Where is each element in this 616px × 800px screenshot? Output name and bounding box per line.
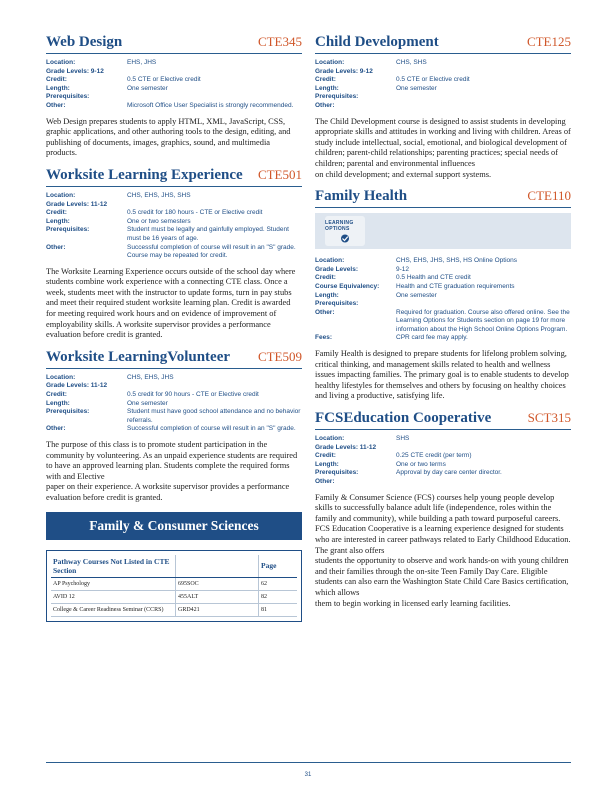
info-row xyxy=(315,266,571,275)
info-label: Other: xyxy=(46,425,66,433)
info-row xyxy=(46,59,302,68)
table-row xyxy=(51,603,297,616)
table-cell-page: 82 xyxy=(259,590,298,603)
info-value: One semester xyxy=(127,84,168,92)
learning-options-label: LEARNING OPTIONS xyxy=(325,219,354,232)
info-value: Student must be legally and gainfully employed. Student must be 16 years of age. xyxy=(127,226,289,242)
info-label: Length: xyxy=(315,291,339,299)
course-description: Family & Consumer Science (FCS) courses help young people develop skills to successfully balance adult life (independence, roles within the family and community), while building a path toward purposeful careers. FCS Education Cooperative is a learning experience designed for students who are interested in career pathways related to Early Childhood Education. The grant also offers students the opportunity to observe and work hands-on with young children and their families through the on-site Teen Family Day Care. Eligible students can also earn the Washington State Child Care Basics certification, which allows them to begin working in licensed early learning facilities. xyxy=(315,492,571,608)
info-value: 0.5 Health and CTE credit xyxy=(396,274,471,282)
info-row xyxy=(46,76,302,85)
info-value: CHS, EHS, JHS, SHS xyxy=(127,191,191,199)
course-heading xyxy=(315,188,571,208)
info-label: Course Equivalency: xyxy=(315,282,380,290)
table-header-row xyxy=(51,555,297,578)
course-heading xyxy=(46,34,302,54)
info-value: Microsoft Office User Specialist is strongly recommended. xyxy=(127,101,294,109)
info-row xyxy=(46,425,302,434)
table-cell-course: AP Psychology xyxy=(51,577,176,590)
info-row xyxy=(46,68,302,77)
info-value: 0.25 CTE credit (per term) xyxy=(396,452,472,460)
info-value: Required for graduation. Course also offered online. See the Learning Options for Students section on page 19 for more information about the High School Online Options Program. xyxy=(396,308,570,333)
course-heading xyxy=(315,410,571,430)
course-code: CTE125 xyxy=(526,34,571,49)
info-value: One or two terms xyxy=(396,460,446,468)
info-row xyxy=(46,85,302,94)
course-description: Web Design prepares students to apply HTML, XML, JavaScript, CSS, graphic applications, and other authoring tools to the design, editing, and publishing of documents, images, graphics, sound, and multimedia products. xyxy=(46,116,291,158)
info-row xyxy=(46,192,302,201)
table-cell-course: AVID 12 xyxy=(51,590,176,603)
info-value xyxy=(396,300,571,309)
table-row xyxy=(51,577,297,590)
pathway-courses-table xyxy=(46,550,302,622)
footer-rule xyxy=(46,762,571,763)
info-row xyxy=(46,226,302,243)
course-code: CTE501 xyxy=(257,166,302,182)
info-value: EHS, JHS xyxy=(127,59,157,66)
course-fcs-education-cooperative xyxy=(315,410,571,609)
info-label: Credit: xyxy=(46,209,67,217)
course-heading xyxy=(46,349,302,369)
course-title: Child Development xyxy=(315,34,439,50)
info-row xyxy=(315,59,571,68)
info-label: Grade Levels: 11-12 xyxy=(315,443,377,451)
info-row xyxy=(315,93,571,102)
info-row xyxy=(46,102,302,111)
info-value: 0.5 credit for 90 hours - CTE or Elective credit xyxy=(127,391,259,399)
info-row xyxy=(315,68,571,77)
info-value: One semester xyxy=(396,84,437,92)
info-label: Grade Levels: xyxy=(315,265,358,273)
table-header-page: Page xyxy=(259,555,298,578)
section-banner: Family & Consumer Sciences xyxy=(46,512,302,540)
info-label: Credit: xyxy=(315,76,336,84)
info-row xyxy=(46,374,302,383)
info-label: Credit: xyxy=(46,391,67,399)
table-row xyxy=(51,590,297,603)
info-label: Credit: xyxy=(315,274,336,282)
info-row xyxy=(46,201,302,210)
course-description: The Child Development course is designed to assist students in developing appropriate skills and attitudes in working and living with children. Areas of study include intellectual, social, emotional, and biological development of children; parent-child relationships; parenting practices; special needs of children; parental and environmental influences on child development; and external support systems. xyxy=(315,116,571,179)
info-row xyxy=(315,461,571,470)
info-value: 9-12 xyxy=(396,265,410,273)
table-header-course: Pathway Courses Not Listed in CTE Section xyxy=(51,555,176,578)
info-label: Location: xyxy=(46,191,76,199)
info-label: Other: xyxy=(315,101,335,109)
info-label: Prerequisites: xyxy=(46,93,90,101)
info-row xyxy=(315,102,571,111)
table-cell-code: GRD421 xyxy=(176,603,259,616)
info-row xyxy=(315,283,571,292)
course-info xyxy=(315,435,571,487)
info-label: Length: xyxy=(46,217,70,225)
info-value: 0.5 CTE or Elective credit xyxy=(396,76,470,84)
course-code: CTE110 xyxy=(527,188,571,204)
info-row xyxy=(46,218,302,227)
course-title: Web Design xyxy=(46,34,123,50)
course-heading xyxy=(315,34,571,54)
table-cell-code: 455ALT xyxy=(176,590,259,603)
info-row xyxy=(46,400,302,409)
info-value: Health and CTE graduation requirements xyxy=(396,282,515,290)
info-row xyxy=(315,274,571,283)
info-label: Grade Levels: 11-12 xyxy=(46,200,108,208)
info-label: Grade Levels: 9-12 xyxy=(315,67,373,75)
info-row xyxy=(315,300,571,309)
info-label: Length: xyxy=(46,399,70,407)
course-info xyxy=(46,192,302,261)
info-value xyxy=(396,478,571,487)
info-label: Location: xyxy=(46,59,76,66)
table-cell-course: College & Career Readiness Seminar (CCRS) xyxy=(51,603,176,616)
learning-options-badge xyxy=(325,216,365,246)
info-label: Fees: xyxy=(315,334,332,342)
info-row xyxy=(315,334,571,343)
course-code: SCT315 xyxy=(527,410,571,426)
info-label: Prerequisites: xyxy=(315,300,359,308)
info-row xyxy=(315,85,571,94)
info-row xyxy=(46,209,302,218)
info-row xyxy=(315,444,571,453)
info-label: Other: xyxy=(46,101,66,109)
info-value xyxy=(127,201,302,210)
info-row xyxy=(315,435,571,444)
info-label: Credit: xyxy=(46,76,67,84)
info-row xyxy=(46,382,302,391)
info-row xyxy=(315,76,571,85)
course-description: The Worksite Learning Experience occurs outside of the school day where students combine work experience with a connecting CTE class. Once a week, students meet with the instructor to update forms, turn in pay stubs and meet their required student worksite learning plan. Credit is awarded for meeting required work hours and on evidence of improvement of employability skills. A worksite supervisor provides a performance evaluation before credit is granted. xyxy=(46,266,296,340)
table-cell-code: 695SOC xyxy=(176,577,259,590)
learning-options-icon xyxy=(338,234,352,243)
course-description: Family Health is designed to prepare students for lifelong problem solving, critical thinking, and management skills related to health and wellness issues impacting families. The primary goal is to enable students to develop healthy lifestyles for themselves and others by focusing on healthy choices and living a productive, satisfying life. xyxy=(315,349,569,401)
right-column xyxy=(315,34,571,617)
course-info xyxy=(46,374,302,434)
info-value xyxy=(396,68,571,77)
info-label: Other: xyxy=(46,243,66,251)
info-label: Length: xyxy=(46,84,70,92)
info-value xyxy=(127,93,302,102)
info-value: Student must have good school attendance and no behavior referrals. xyxy=(127,408,301,424)
course-code: CTE509 xyxy=(257,348,302,364)
left-column xyxy=(46,34,302,622)
course-family-health xyxy=(315,188,571,402)
info-row xyxy=(315,257,571,266)
info-value xyxy=(127,68,302,77)
info-row xyxy=(315,469,571,478)
course-title: Worksite Learning Experience xyxy=(46,166,243,183)
table-cell-page: 81 xyxy=(259,603,298,616)
info-row xyxy=(46,391,302,400)
info-value xyxy=(396,102,571,111)
info-value: Approval by day care center director. xyxy=(396,469,502,477)
info-value: CHS, EHS, JHS, SHS, HS Online Options xyxy=(396,257,518,265)
course-description: The purpose of this class is to promote student participation in the community by volunteering. As an unpaid experience students are required to have an approved learning plan. Students complete the required forms with and Elective paper on their experience. A worksite supervisor provides a performance evaluation before credit is granted. xyxy=(46,440,298,502)
info-label: Location: xyxy=(46,373,76,381)
learning-options-box xyxy=(315,213,571,249)
info-value xyxy=(127,382,302,391)
info-row xyxy=(315,452,571,461)
info-label: Location: xyxy=(315,435,345,443)
info-row xyxy=(315,292,571,301)
info-label: Length: xyxy=(315,460,339,468)
course-heading xyxy=(46,167,302,187)
info-value: One semester xyxy=(127,399,168,407)
info-label: Other: xyxy=(315,308,335,316)
info-value: CHS, EHS, JHS xyxy=(127,373,174,381)
course-web-design xyxy=(46,34,302,159)
info-label: Grade Levels: 11-12 xyxy=(46,382,108,390)
info-label: Credit: xyxy=(315,452,336,460)
info-label: Prerequisites: xyxy=(46,408,90,416)
info-row xyxy=(46,93,302,102)
info-label: Prerequisites: xyxy=(315,469,359,477)
info-label: Prerequisites: xyxy=(315,93,359,101)
info-label: Location: xyxy=(315,59,345,66)
info-row xyxy=(46,244,302,261)
table-cell-page: 62 xyxy=(259,577,298,590)
page-number: 31 xyxy=(304,772,312,778)
info-value: 0.5 credit for 180 hours - CTE or Elective credit xyxy=(127,209,263,217)
info-value: Successful completion of course will result in an "S" grade. xyxy=(127,425,296,433)
info-value: CHS, SHS xyxy=(396,59,427,66)
course-title: FCSEducation Cooperative xyxy=(315,410,492,427)
info-label: Length: xyxy=(315,84,339,92)
info-value: CPR card fee may apply. xyxy=(396,334,468,342)
course-title: Family Health xyxy=(315,188,408,205)
course-code: CTE345 xyxy=(257,34,302,49)
table-header-code xyxy=(176,555,259,578)
info-label: Prerequisites: xyxy=(46,226,90,234)
info-value: One semester xyxy=(396,291,437,299)
info-value: 0.5 CTE or Elective credit xyxy=(127,76,201,84)
course-child-development xyxy=(315,34,571,180)
info-row xyxy=(315,309,571,335)
info-label: Other: xyxy=(315,478,335,485)
info-row xyxy=(315,478,571,487)
course-info xyxy=(315,257,571,343)
course-info xyxy=(46,59,302,111)
course-info xyxy=(315,59,571,111)
course-worksite-learning-experience xyxy=(46,167,302,341)
info-value: SHS xyxy=(396,435,410,443)
info-label: Grade Levels: 9-12 xyxy=(46,67,104,75)
info-row xyxy=(46,408,302,425)
info-value xyxy=(396,93,571,102)
info-value: Successful completion of course will result in an "S" grade. Course may be repeated for credit. xyxy=(127,243,296,260)
info-value: One or two semesters xyxy=(127,217,191,225)
info-label: Location: xyxy=(315,257,345,265)
course-worksite-learning-volunteer xyxy=(46,349,302,504)
course-title: Worksite LearningVolunteer xyxy=(46,348,231,365)
info-value xyxy=(396,444,571,453)
